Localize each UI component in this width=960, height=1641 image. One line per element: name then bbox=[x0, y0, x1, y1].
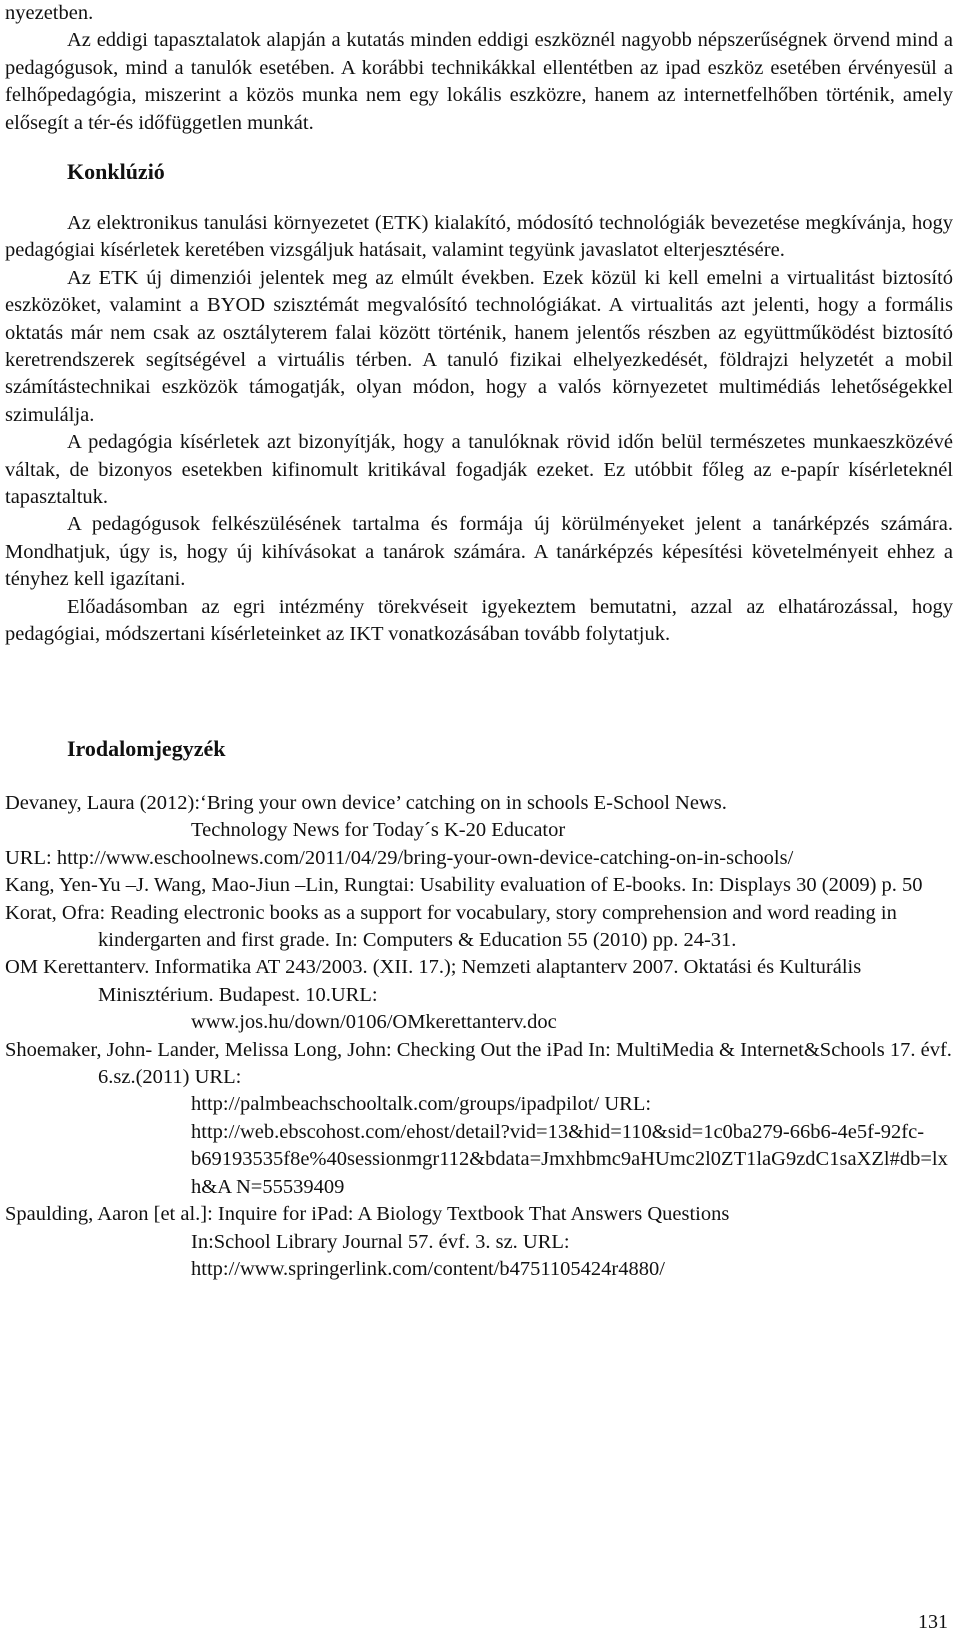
reference-url[interactable]: http://palmbeachschooltalk.com/groups/ipadpilot/ URL: bbox=[191, 1093, 652, 1116]
reference-item bbox=[5, 1037, 953, 1201]
section-heading-references: Irodalomjegyzék bbox=[67, 736, 226, 761]
reference-url[interactable]: b69193535f8e%40sessionmgr112&bdata=Jmxhbmc9aHUmc2l0ZT1laG9zdC1saXZl#db=lxh&A N=55539409 bbox=[191, 1148, 948, 1198]
reference-url[interactable]: http://web.ebscohost.com/ehost/detail?vid=13&hid=110&sid=1c0ba279-66b6-4e5f-92fc- bbox=[191, 1120, 925, 1143]
reference-text: Kang, Yen-Yu –J. Wang, Mao-Jiun –Lin, Rungtai: Usability evaluation of E-books. In: Displays 30 (2009) p. 50 bbox=[5, 874, 923, 897]
reference-url[interactable]: www.jos.hu/down/0106/OMkerettanterv.doc bbox=[191, 1011, 557, 1034]
reference-text: Devaney, Laura (2012):‘Bring your own device’ catching on in schools E-School News. bbox=[5, 792, 727, 814]
reference-url[interactable]: URL: http://www.eschoolnews.com/2011/04/29/bring-your-own-device-catching-on-in-schools/ bbox=[5, 846, 794, 869]
page-number: 131 bbox=[918, 1611, 948, 1633]
reference-text: OM Kerettanterv. Informatika AT 243/2003. (XII. 17.); Nemzeti alaptanterv 2007. Oktatási és Kulturális Minisztérium. Budapest. 10.URL: bbox=[5, 956, 862, 1006]
continued-line: nyezetben. bbox=[5, 2, 94, 24]
reference-item bbox=[5, 1201, 953, 1283]
paragraph: Az ETK új dimenziói jelentek meg az elmúlt években. Ezek közül ki kell emelni a virtualitást biztosító eszközöket, valamint a BYOD szisztémát megvalósító technológiákat. A virtualitás azt jelenti, hogy a formális oktatás már nem csak az osztályterem falai között történik, hanem jelentős részben az együttműködést biztosító keretrendszerek segítségével a virtuális térben. A tanuló fizikai elhelyezkedését, földrajzi helyzetét a mobil számítástechnikai eszközök támogatják, olyan módon, hogy a valós környezetet multimédiás lehetőségekkel szimulálja. bbox=[5, 266, 953, 426]
reference-text: Technology News for Today´s K-20 Educator bbox=[191, 819, 566, 842]
paragraph: Az elektronikus tanulási környezetet (ETK) kialakító, módosító technológiák bevezetése megkívánja, hogy pedagógiai kísérletek keretében vizsgáljuk hatásait, valamint tegyünk javaslatot elterjesztésére. bbox=[5, 212, 953, 262]
reference-text: Korat, Ofra: Reading electronic books as a support for vocabulary, story comprehension and word reading in kindergarten and first grade. In: Computers & Education 55 (2010) pp. 24-31. bbox=[5, 901, 897, 952]
paragraph: A pedagógusok felkészülésének tartalma és formája új körülményeket jelent a tanárképzés számára. Mondhatjuk, úgy is, hogy új kihívásokat a tanárok számára. A tanárképzés képesítési követelményeit ehhez a tényhez kell igazítani. bbox=[5, 513, 953, 591]
paragraph: A pedagógia kísérletek azt bizonyítják, hogy a tanulóknak rövid időn belül természetes munkaeszközévé váltak, de bizonyos esetekben kifinomult kritikával fogadják ezeket. Ez utóbbit főleg az e-papír kísérleteknél tapasztaltuk. bbox=[5, 431, 953, 509]
reference-url[interactable]: http://www.springerlink.com/content/b4751105424r4880/ bbox=[191, 1257, 665, 1280]
conclusion-section bbox=[5, 210, 953, 649]
paragraph: Az eddigi tapasztalatok alapján a kutatás minden eddigi eszköznél nagyobb népszerűségnek örvend mind a pedagógusok, mind a tanulók esetében. A korábbi technikákkal ellentétben az ipad eszköz esetében érvényesül a felhőpedagógia, miszerint a közös munka nem egy lokális eszközre, hanem az internetfelhőben történik, amely elősegít a tér-és időfüggetlen munkát. bbox=[5, 29, 953, 134]
reference-text: Spaulding, Aaron [et al.]: Inquire for iPad: A Biology Textbook That Answers Questions bbox=[5, 1203, 730, 1226]
reference-text: In:School Library Journal 57. évf. 3. sz. URL: bbox=[191, 1230, 570, 1253]
paragraph: Előadásomban az egri intézmény törekvéseit igyekeztem bemutatni, azzal az elhatározással, hogy pedagógiai, módszertani kísérleteinket az IKT vonatkozásában tovább folytatjuk. bbox=[5, 595, 953, 646]
section-heading-conclusion: Konklúzió bbox=[67, 159, 165, 184]
reference-item bbox=[5, 954, 953, 1036]
reference-item bbox=[5, 872, 953, 899]
reference-list bbox=[5, 790, 953, 1283]
reference-text: Shoemaker, John- Lander, Melissa Long, John: Checking Out the iPad In: MultiMedia & Internet&Schools 17. évf. 6.sz.(2011) URL: bbox=[5, 1038, 952, 1089]
reference-item bbox=[5, 900, 953, 955]
intro-section bbox=[5, 0, 953, 137]
reference-item bbox=[5, 790, 953, 872]
